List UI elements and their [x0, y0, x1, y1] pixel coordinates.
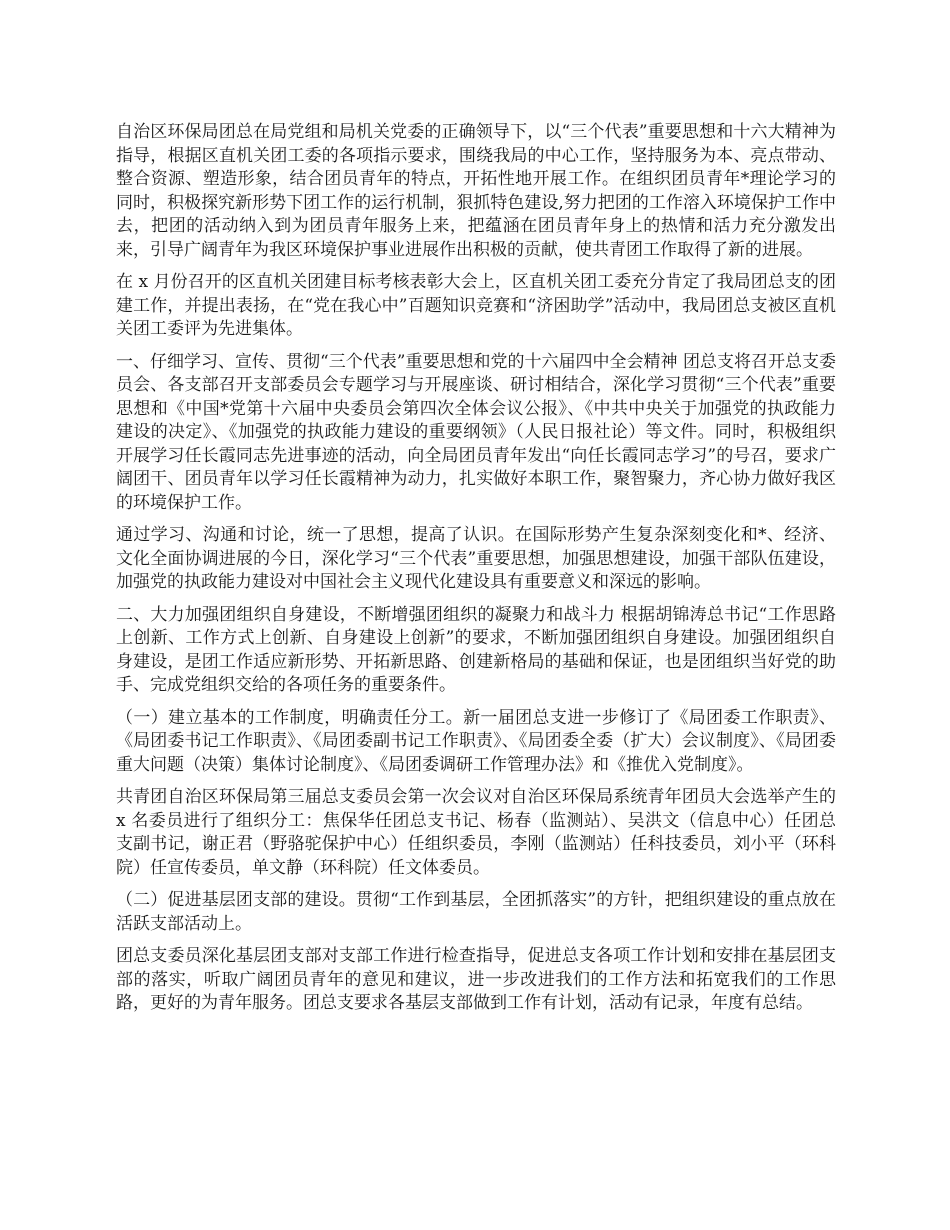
paragraph-section-two: 二、大力加强团组织自身建设，不断增强团组织的凝聚力和战斗力 根据胡锦涛总书记“工作思路上创新、工作方式上创新、自身建设上创新”的要求，不断加强团组织自身建设。加强团组织自身建设，是团工作适应新形势、开拓新思路、创建新格局的基础和保证，也是团组织当好党的助手、完成党组织交给的各项任务的重要条件。 [116, 604, 836, 695]
paragraph-section-one: 一、仔细学习、宣传、贯彻“三个代表”重要思想和党的十六届四中全会精神 团总支将召开总支委员会、各支部召开支部委员会专题学习与开展座谈、研讨相结合，深化学习贯彻“三个代表”重要思想和《中国*党第十六届中央委员会第四次全体会议公报》、《中共中央关于加强党的执政能力建设的决定》、《加强党的执政能力建设的重要纲领》（人民日报社论）等文件。同时，积极组织开展学习任长霞同志先进事迹的活动，向全局团员青年发出“向任长霞同志学习”的号召，要求广阔团干、团员青年以学习任长霞精神为动力，扎实做好本职工作，聚智聚力，齐心协力做好我区的环境保护工作。 [116, 351, 836, 513]
paragraph-intro: 自治区环保局团总在局党组和局机关党委的正确领导下，以“三个代表”重要思想和十六大精神为指导，根据区直机关团工委的各项指示要求，围绕我局的中心工作，坚持服务为本、亮点带动、整合资源、塑造形象，结合团员青年的特点，开拓性地开展工作。在组织团员青年*理论学习的同时，积极探究新形势下团工作的运行机制，狠抓特色建设,努力把团的工作溶入环境保护工作中去，把团的活动纳入到为团员青年服务上来，把蕴涵在团员青年身上的热情和活力充分激发出来，引导广阔青年为我区环境保护事业进展作出积极的贡献，使共青团工作取得了新的进展。 [116, 122, 836, 260]
paragraph-study-results: 通过学习、沟通和讨论，统一了思想，提高了认识。在国际形势产生复杂深刻变化和*、经济、文化全面协调进展的今日，深化学习“三个代表”重要思想，加强思想建设，加强干部队伍建设，加强党的执政能力建设对中国社会主义现代化建设具有重要意义和深远的影响。 [116, 525, 836, 592]
paragraph-grassroots: （二）促进基层团支部的建设。贯彻“工作到基层，全团抓落实”的方针，把组织建设的重点放在活跃支部活动上。 [116, 890, 836, 934]
paragraph-commendation: 在 x 月份召开的区直机关团建目标考核表彰大会上，区直机关团工委充分肯定了我局团总支的团建工作，并提出表扬，在“党在我心中”百题知识竞赛和“济困助学”活动中，我局团总支被区直机关团工委评为先进集体。 [116, 272, 836, 339]
paragraph-guidance: 团总支委员深化基层团支部对支部工作进行检查指导，促进总支各项工作计划和安排在基层团支部的落实，听取广阔团员青年的意见和建议，进一步改进我们的工作方法和拓宽我们的工作思路，更好的为青年服务。团总支要求各基层支部做到工作有计划，活动有记录，年度有总结。 [116, 946, 836, 1013]
paragraph-work-system: （一）建立基本的工作制度，明确责任分工。新一届团总支进一步修订了《局团委工作职责》、《局团委书记工作职责》、《局团委副书记工作职责》、《局团委全委（扩大）会议制度》、《局团委重大问题（决策）集体讨论制度》、《局团委调研工作管理办法》和《推优入党制度》。 [116, 707, 836, 775]
paragraph-committee-division: 共青团自治区环保局第三届总支委员会第一次会议对自治区环保局系统青年团员大会选举产生的 x 名委员进行了组织分工：焦保华任团总支书记、杨春（监测站）、吴洪文（信息中心）任团总支副书记，谢正君（野骆驼保护中心）任组织委员，李刚（监测站）任科技委员，刘小平（环科院）任宣传委员，单文静（环科院）任文体委员。 [116, 787, 836, 878]
document-body [116, 121, 836, 1025]
